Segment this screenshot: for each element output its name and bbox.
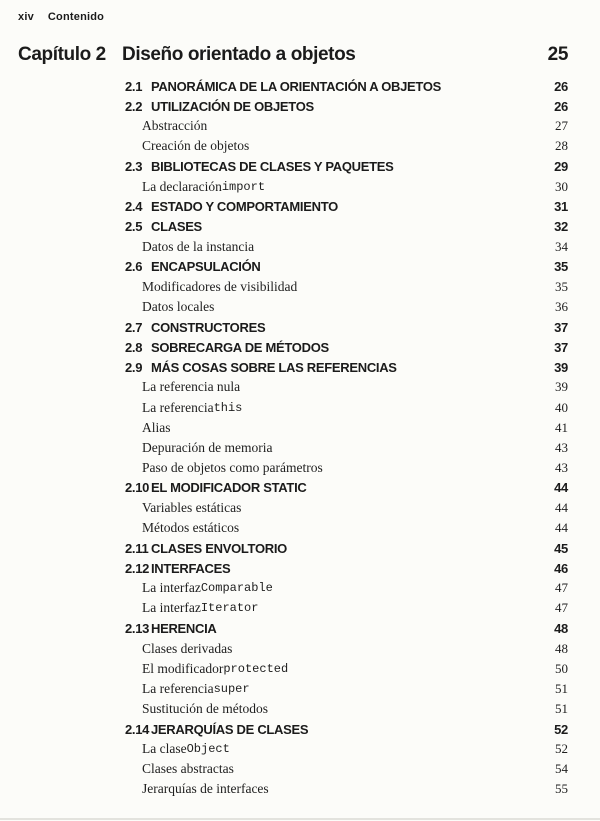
- entry-page-number: 46: [554, 560, 568, 576]
- entry-title: JERARQUÍAS DE CLASES: [151, 721, 309, 737]
- entry-page-number: 28: [555, 138, 568, 154]
- entry-title: SOBRECARGA DE MÉTODOS: [151, 339, 329, 355]
- entry-page-number: 32: [554, 219, 568, 235]
- entry-title: Clases abstractas: [142, 761, 234, 777]
- toc-sub-row: [18, 578, 568, 598]
- toc-sub-row: [18, 679, 568, 699]
- page-folio: xiv: [18, 11, 34, 23]
- entry-page-number: 50: [555, 660, 568, 676]
- entry-page-number: 51: [555, 700, 568, 716]
- entry-title: ESTADO Y COMPORTAMIENTO: [151, 199, 338, 215]
- entry-title: MÁS COSAS SOBRE LAS REFERENCIAS: [151, 359, 397, 375]
- entry-title: INTERFACES: [151, 560, 231, 576]
- entry-code-term: Comparable: [200, 581, 273, 596]
- entry-code-term: Iterator: [200, 601, 259, 616]
- entry-page-number: 55: [555, 781, 568, 797]
- toc-sub-row: [18, 498, 568, 518]
- toc-sub-row: [18, 739, 568, 759]
- entry-title: Métodos estáticos: [142, 520, 240, 536]
- entry-code-term: super: [213, 681, 250, 696]
- section-number: 2.12: [125, 560, 150, 576]
- toc-sub-row: [18, 297, 568, 317]
- entry-page-number: 35: [554, 259, 568, 275]
- entry-title: Creación de objetos: [142, 138, 250, 154]
- entry-page-number: 48: [555, 640, 568, 656]
- section-number: 2.11: [125, 540, 149, 556]
- toc-section-row: [18, 76, 568, 96]
- toc-sub-row: [18, 136, 568, 156]
- entry-title: CLASES ENVOLTORIO: [151, 540, 287, 556]
- section-number: 2.8: [125, 339, 143, 355]
- section-number: 2.7: [125, 319, 143, 335]
- chapter-label: Capítulo 2: [18, 44, 106, 65]
- entry-title: CLASES: [151, 219, 202, 235]
- entry-title: Paso de objetos como parámetros: [142, 459, 323, 475]
- toc-section-row: [18, 217, 568, 237]
- entry-page-number: 30: [555, 178, 568, 194]
- toc-sub-row: [18, 659, 568, 679]
- entry-title: Sustitución de métodos: [142, 700, 268, 716]
- toc-sub-row: [18, 277, 568, 297]
- toc-section-row: [18, 257, 568, 277]
- entry-title: Depuración de memoria: [142, 439, 273, 455]
- entry-title: La referencia nula: [142, 379, 241, 395]
- section-number: 2.3: [125, 158, 143, 174]
- chapter-heading: [18, 44, 568, 66]
- entry-page-number: 26: [554, 98, 568, 114]
- entry-title: Modificadores de visibilidad: [142, 278, 298, 294]
- section-number: 2.13: [125, 621, 150, 637]
- entry-title: La referencia: [142, 399, 214, 415]
- toc-sub-row: [18, 398, 568, 418]
- entry-title: Alias: [142, 419, 171, 435]
- entry-page-number: 26: [554, 78, 568, 94]
- entry-page-number: 37: [554, 339, 568, 355]
- entry-code-term: this: [213, 400, 243, 415]
- section-number: 2.6: [125, 259, 143, 275]
- entry-title: Datos locales: [142, 299, 215, 315]
- entry-page-number: 44: [555, 500, 568, 516]
- entry-page-number: 35: [555, 278, 568, 294]
- toc-sub-row: [18, 598, 568, 618]
- entry-page-number: 44: [554, 480, 568, 496]
- section-number: 2.2: [125, 98, 143, 114]
- entry-code-term: import: [221, 179, 266, 194]
- section-number: 2.9: [125, 359, 143, 375]
- entry-page-number: 43: [555, 439, 568, 455]
- entry-title: ENCAPSULACIÓN: [151, 259, 261, 275]
- entry-title: PANORÁMICA DE LA ORIENTACIÓN A OBJETOS: [151, 78, 442, 94]
- toc-section-row: [18, 478, 568, 498]
- entry-page-number: 48: [554, 621, 568, 637]
- entry-page-number: 39: [554, 359, 568, 375]
- entry-title: BIBLIOTECAS DE CLASES Y PAQUETES: [151, 158, 394, 174]
- toc-sub-row: [18, 418, 568, 438]
- toc-section-row: [18, 619, 568, 639]
- section-number: 2.14: [125, 721, 150, 737]
- entry-title: La referencia: [142, 680, 214, 696]
- entry-page-number: 52: [555, 741, 568, 757]
- entry-page-number: 40: [555, 399, 568, 415]
- entry-page-number: 29: [554, 158, 568, 174]
- toc-section-row: [18, 197, 568, 217]
- toc-sub-row: [18, 639, 568, 659]
- entry-title: Datos de la instancia: [142, 238, 255, 254]
- entry-code-term: Object: [186, 742, 230, 757]
- entry-title: La interfaz: [142, 580, 201, 596]
- entry-page-number: 43: [555, 459, 568, 475]
- entry-title: La interfaz: [142, 600, 201, 616]
- running-header: [18, 11, 104, 23]
- entry-page-number: 37: [554, 319, 568, 335]
- section-number: 2.4: [125, 199, 143, 215]
- entry-page-number: 44: [555, 520, 568, 536]
- toc-section-row: [18, 719, 568, 739]
- entry-page-number: 52: [554, 721, 568, 737]
- entry-page-number: 27: [555, 118, 568, 134]
- entry-page-number: 34: [555, 238, 568, 254]
- toc-sub-row: [18, 377, 568, 397]
- entry-title: Abstracción: [142, 118, 208, 134]
- entry-title: Clases derivadas: [142, 640, 233, 656]
- toc-section-row: [18, 156, 568, 176]
- toc-section-row: [18, 337, 568, 357]
- entry-code-term: protected: [223, 661, 289, 676]
- entry-page-number: 45: [554, 540, 568, 556]
- entry-title: La clase: [142, 741, 187, 757]
- entry-page-number: 36: [555, 299, 568, 315]
- toc-sub-row: [18, 779, 568, 799]
- entry-page-number: 47: [555, 580, 568, 596]
- entry-title: La declaración: [142, 178, 222, 194]
- toc-section-row: [18, 96, 568, 116]
- entry-title: CONSTRUCTORES: [151, 319, 266, 335]
- entry-title: HERENCIA: [151, 621, 217, 637]
- toc-sub-row: [18, 458, 568, 478]
- entry-page-number: 47: [555, 600, 568, 616]
- entry-page-number: 39: [555, 379, 568, 395]
- toc-section-row: [18, 357, 568, 377]
- entry-page-number: 51: [555, 680, 568, 696]
- entry-page-number: 31: [554, 199, 568, 215]
- toc-sub-row: [18, 116, 568, 136]
- running-header-title: Contenido: [47, 11, 105, 23]
- toc-section-row: [18, 538, 568, 558]
- entry-title: UTILIZACIÓN DE OBJETOS: [151, 98, 314, 114]
- toc-sub-row: [18, 759, 568, 779]
- entry-title: Jerarquías de interfaces: [142, 781, 269, 797]
- entry-title: El modificador: [142, 660, 224, 676]
- entry-title: Variables estáticas: [142, 500, 242, 516]
- toc-sub-row: [18, 438, 568, 458]
- toc-section-row: [18, 317, 568, 337]
- section-number: 2.5: [125, 219, 143, 235]
- page-bottom-edge: [0, 818, 600, 820]
- entry-title: EL MODIFICADOR STATIC: [151, 480, 307, 496]
- toc-sub-row: [18, 699, 568, 719]
- toc-list: [18, 76, 568, 799]
- entry-page-number: 54: [555, 761, 568, 777]
- section-number: 2.1: [125, 78, 143, 94]
- chapter-title: Diseño orientado a objetos: [122, 44, 356, 65]
- toc-section-row: [18, 558, 568, 578]
- chapter-page-number: 25: [547, 44, 568, 65]
- entry-page-number: 41: [555, 419, 568, 435]
- toc-sub-row: [18, 176, 568, 196]
- section-number: 2.10: [125, 480, 150, 496]
- toc-sub-row: [18, 237, 568, 257]
- toc-sub-row: [18, 518, 568, 538]
